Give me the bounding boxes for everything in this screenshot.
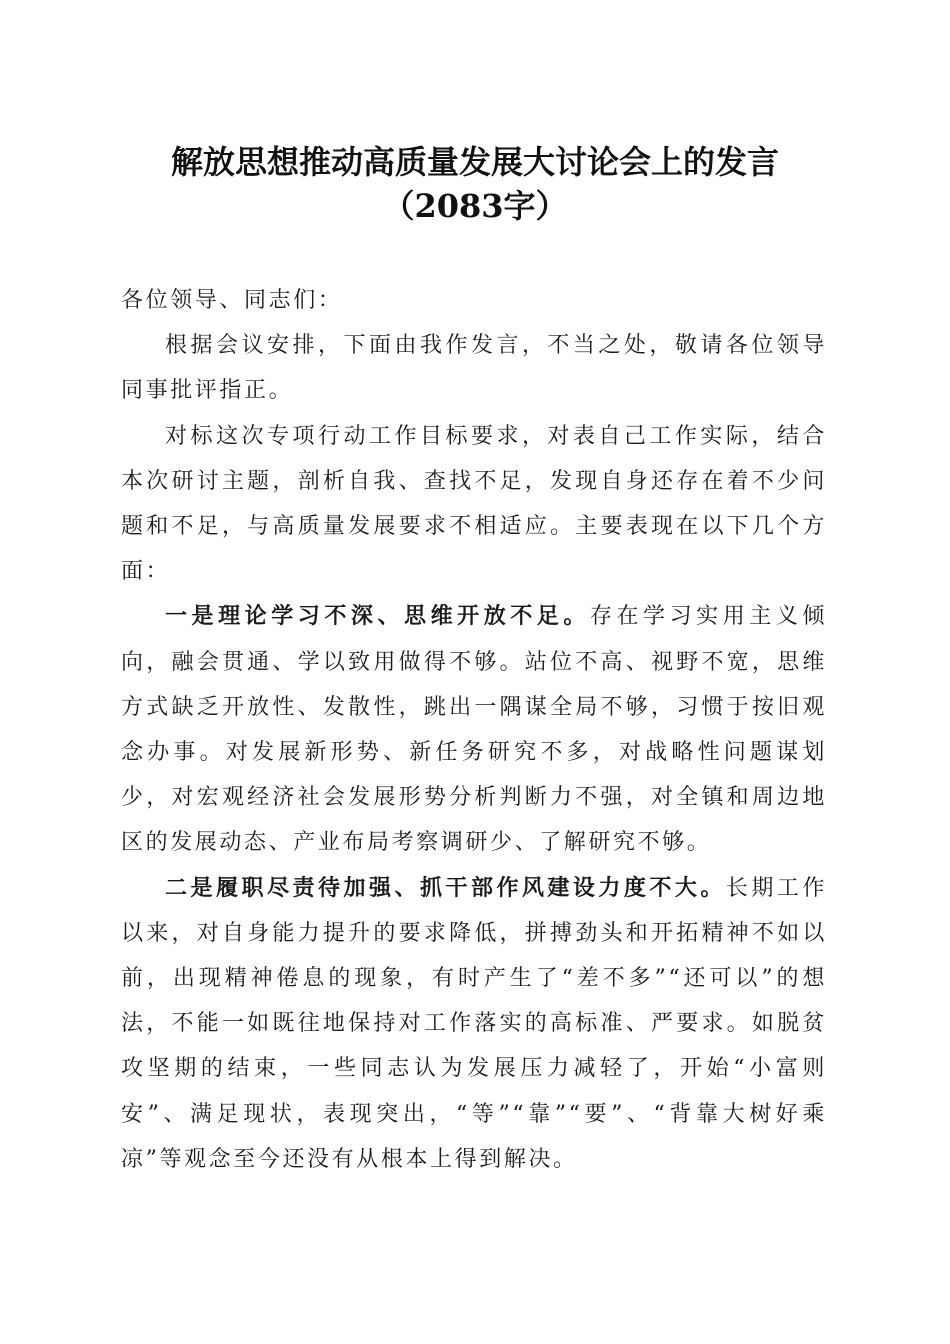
paragraph: [121, 866, 827, 1182]
document-subtitle: （2083字）: [382, 187, 568, 225]
paragraph: [121, 323, 827, 413]
paragraph: [121, 414, 827, 595]
paragraph-text: 存在学习实用主义倾向，融会贯通、学以致用做得不够。站位不高、视野不宽，思维方式缺乏开放性、发散性，跳出一隅谋全局不够，习惯于按旧观念办事。对发展新形势、新任务研究不多，对战略性问题谋划少，对宏观经济社会发展形势分析判断力不强，对全镇和周边地区的发展动态、产业布局考察调研少、了解研究不够。: [121, 604, 827, 856]
paragraph-text: 长期工作以来，对自身能力提升的要求降低，拼搏劲头和开拓精神不如以前，出现精神倦息的现象，有时产生了“差不多”“还可以”的想法，不能一如既往地保持对工作落实的高标准、严要求。如脱贫攻坚期的结束，一些同志认为发展压力减轻了，开始“小富则安”、满足现状，表现突出，“等”“靠”“要”、“背靠大树好乘凉”等观念至今还没有从根本上得到解决。: [121, 875, 827, 1172]
paragraph: [121, 594, 827, 865]
paragraph-text: 对标这次专项行动工作目标要求，对表自己工作实际，结合本次研讨主题，剖析自我、查找不足，发现自身还存在着不少问题和不足，与高质量发展要求不相适应。主要表现在以下几个方面：: [121, 423, 827, 585]
paragraph-text: 根据会议安排，下面由我作发言，不当之处，敬请各位领导同事批评指正。: [121, 333, 827, 404]
salutation: 各位领导、同志们：: [121, 288, 343, 313]
paragraph-lead: 二是履职尽责待加强、抓干部作风建设力度不大。: [165, 874, 726, 901]
document-title: 解放思想推动高质量发展大讨论会上的发言: [170, 143, 779, 181]
paragraph-lead: 一是理论学习不深、思维开放不足。: [165, 603, 590, 630]
document-body: [121, 278, 827, 1182]
